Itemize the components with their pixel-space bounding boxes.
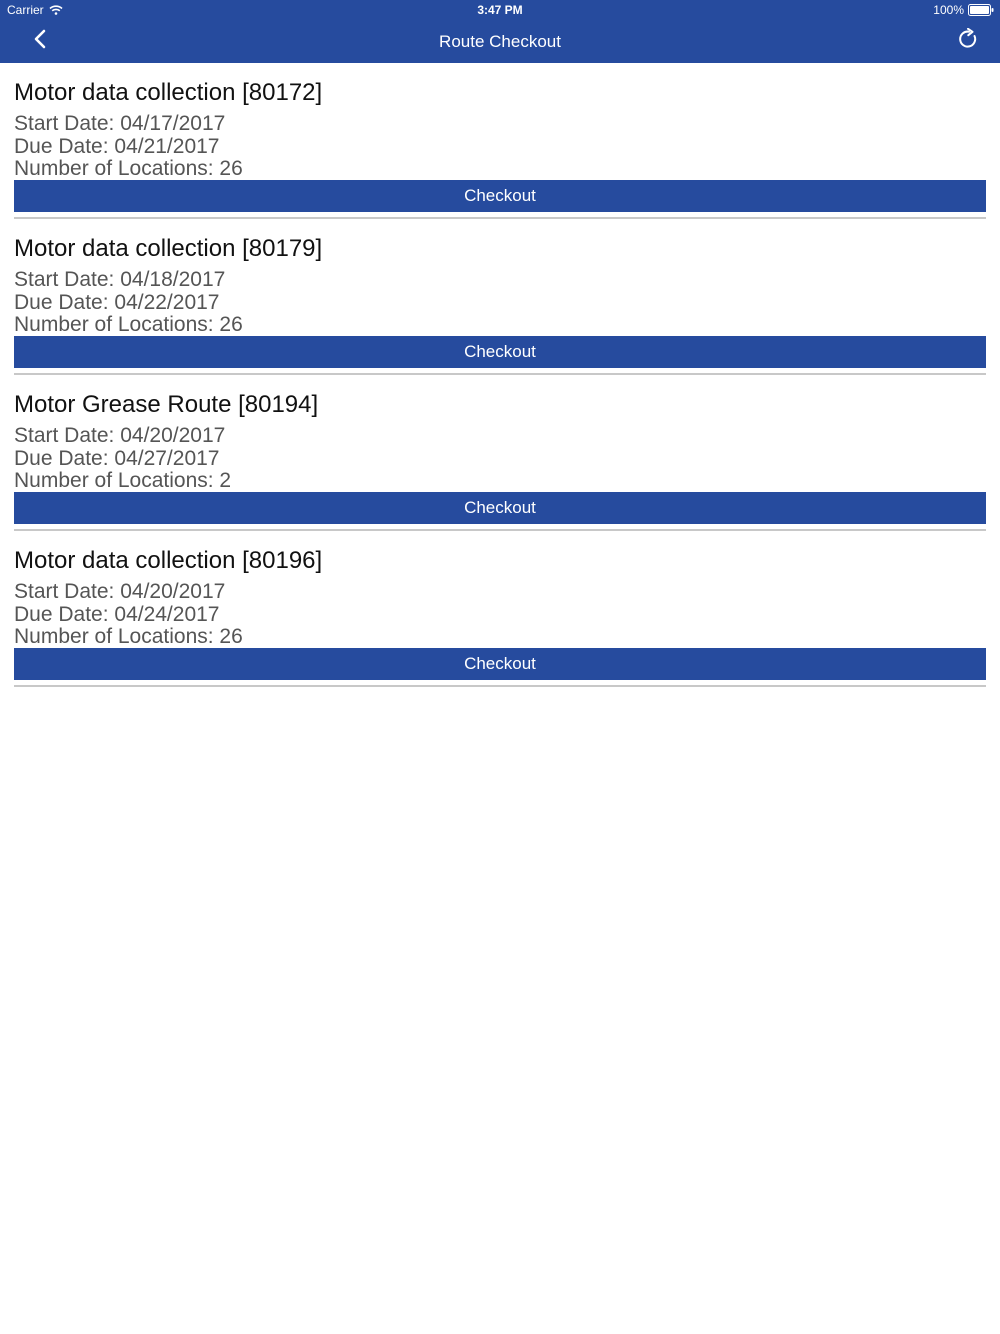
- battery-percent: 100%: [933, 3, 964, 17]
- checkout-button[interactable]: Checkout: [14, 180, 986, 212]
- route-title: Motor data collection [80172]: [14, 79, 323, 106]
- route-due-date: Due Date: 04/22/2017: [14, 291, 220, 314]
- status-right: [933, 3, 994, 17]
- route-location-count: Number of Locations: 26: [14, 625, 243, 648]
- refresh-icon: [957, 28, 979, 55]
- route-card: [14, 219, 986, 375]
- checkout-button[interactable]: Checkout: [14, 492, 986, 524]
- route-list: [14, 63, 986, 687]
- checkout-button[interactable]: Checkout: [14, 336, 986, 368]
- route-location-count: Number of Locations: 26: [14, 157, 243, 180]
- route-title: Motor Grease Route [80194]: [14, 391, 319, 418]
- route-due-date: Due Date: 04/27/2017: [14, 447, 220, 470]
- status-bar: [0, 0, 1000, 20]
- refresh-button[interactable]: [954, 27, 982, 55]
- route-due-date: Due Date: 04/21/2017: [14, 135, 220, 158]
- route-location-count: Number of Locations: 26: [14, 313, 243, 336]
- app-header: [0, 0, 1000, 63]
- checkout-button[interactable]: Checkout: [14, 648, 986, 680]
- route-card: [14, 63, 986, 219]
- route-card: [14, 531, 986, 687]
- route-title: Motor data collection [80196]: [14, 547, 323, 574]
- page-title: Route Checkout: [439, 32, 561, 51]
- route-title: Motor data collection [80179]: [14, 235, 323, 262]
- route-card: [14, 375, 986, 531]
- route-start-date: Start Date: 04/20/2017: [14, 580, 226, 603]
- route-due-date: Due Date: 04/24/2017: [14, 603, 220, 626]
- carrier-label: Carrier: [7, 3, 44, 17]
- route-start-date: Start Date: 04/17/2017: [14, 112, 226, 135]
- route-start-date: Start Date: 04/18/2017: [14, 268, 226, 291]
- nav-bar: [0, 20, 1000, 63]
- route-start-date: Start Date: 04/20/2017: [14, 424, 226, 447]
- battery-icon: [968, 4, 994, 16]
- status-time: 3:47 PM: [477, 3, 523, 17]
- route-location-count: Number of Locations: 2: [14, 469, 232, 492]
